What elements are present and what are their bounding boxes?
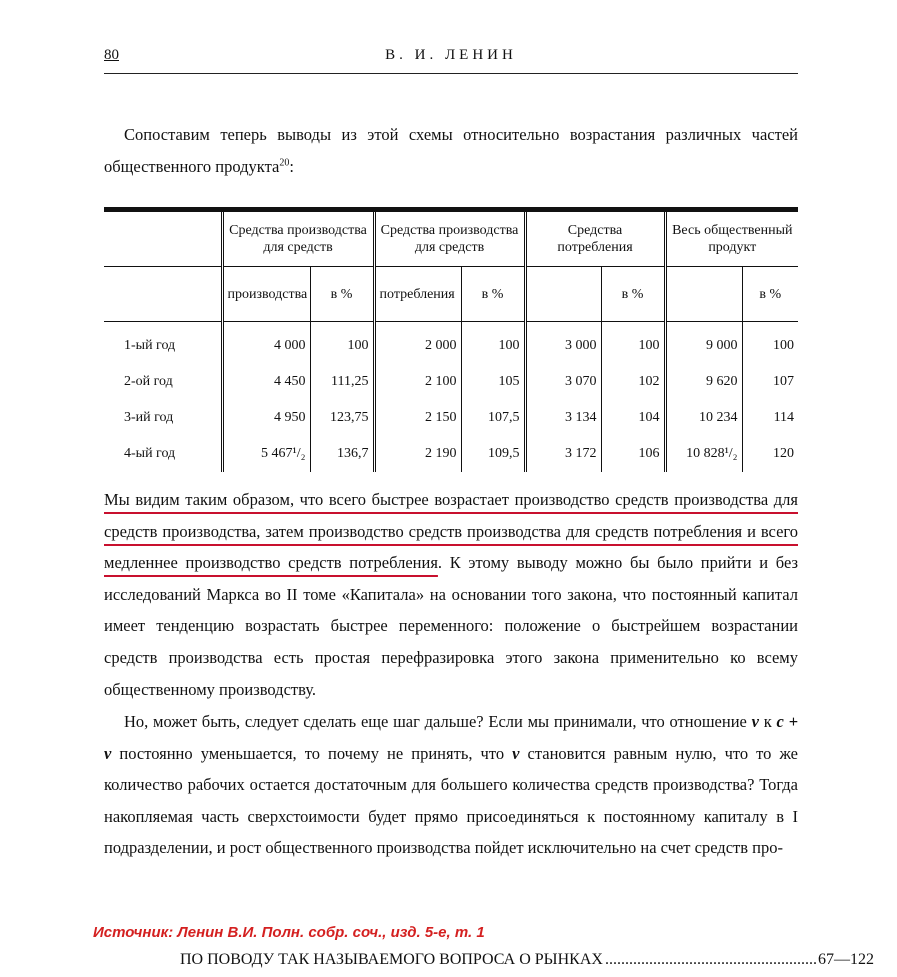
red-underlined-passage: Мы видим таким образом, что всего быстрее возрастает производство средств производства для средств производства, затем производство средств производства для средств потребления и всего медленнее производство средств потребления (104, 490, 798, 573)
table-cell: 107,5 (461, 400, 525, 436)
footnote-ref[interactable]: 20 (279, 157, 290, 169)
intro-tail: : (289, 156, 294, 176)
table-cell: 100 (601, 322, 665, 365)
sub-header (665, 267, 742, 322)
table-cell: 136,7 (310, 436, 374, 472)
running-title: В. И. ЛЕНИН (385, 47, 517, 63)
table-cell: 100 (461, 322, 525, 365)
table-cell: 9 000 (665, 322, 742, 365)
page-header (104, 47, 798, 74)
table-cell: 120 (742, 436, 798, 472)
question-paragraph (104, 706, 798, 864)
intro-paragraph (104, 119, 798, 182)
sub-header: в % (461, 267, 525, 322)
table-sub-header-row (104, 267, 798, 322)
table-cell: 9 620 (665, 364, 742, 400)
source-citation: Источник: Ленин В.И. Полн. собр. соч., изд. 5-е, т. 1 (93, 924, 485, 941)
question-text-2: к (758, 712, 777, 731)
header-empty (104, 267, 222, 322)
sub-header: потребления (374, 267, 461, 322)
var-v: v (751, 712, 759, 731)
toc-title[interactable]: ПО ПОВОДУ ТАК НАЗЫВАЕМОГО ВОПРОСА О РЫНКАХ (180, 951, 603, 968)
toc-entry[interactable] (180, 951, 874, 969)
table-cell: 106 (601, 436, 665, 472)
table-cell: 111,25 (310, 364, 374, 400)
var-v: v (512, 743, 520, 763)
intro-text: Сопоставим теперь выводы из этой схемы относительно возрастания различных частей общественного продукта (104, 125, 798, 176)
table-cell: 4 450 (222, 364, 310, 400)
sub-header: в % (742, 267, 798, 322)
group-header-1: Средства производства для средств (222, 210, 374, 267)
table-cell: 109,5 (461, 436, 525, 472)
sub-header: производства (222, 267, 310, 322)
table-cell: 2 000 (374, 322, 461, 365)
sub-header (525, 267, 601, 322)
question-text-1: Но, может быть, следует сделать еще шаг дальше? Если мы принимали, что отношение (124, 712, 752, 731)
table-cell: 102 (601, 364, 665, 400)
table-cell: 107 (742, 364, 798, 400)
row-label: 1-ый год (124, 338, 176, 353)
row-label: 4-ый год (124, 446, 176, 461)
sub-header: в % (601, 267, 665, 322)
table-cell: 5 467¹/₂ (222, 436, 310, 472)
conclusion-rest: . К этому выводу можно бы было прийти и без исследований Маркса во II томе «Капитала» на основании того закона, что постоянный капитал имеет тенденцию возрастать быстрее переменного: положение о быстрейшем возрастании средств производства есть простая перефразировка этого закона применительно ко всему общественному производству. (104, 553, 798, 699)
sub-header: в % (310, 267, 374, 322)
toc-leader-dots (605, 951, 816, 969)
table-cell: 100 (310, 322, 374, 365)
table-cell: 100 (742, 322, 798, 365)
table-cell: 3 134 (525, 400, 601, 436)
page-number: 80 (104, 47, 119, 63)
group-header-3: Средства потребления (525, 210, 665, 267)
table-row (104, 400, 798, 436)
toc-pages: 67—122 (818, 951, 874, 968)
table-cell: 123,75 (310, 400, 374, 436)
table-row (104, 322, 798, 365)
table-cell: 3 070 (525, 364, 601, 400)
group-header-4: Весь общественный продукт (665, 210, 798, 267)
table-cell: 3 000 (525, 322, 601, 365)
question-text-4: становится равным нулю, что то же количество рабочих остается достаточным для большего количества средств производства? Тогда накопляемая часть сверхстоимости будет прямо присоединяться к постоянному капиталу в I подразделении, и рост общественного производства пойдет исключительно на счет средств про- (104, 743, 798, 858)
table-cell: 4 950 (222, 400, 310, 436)
table-cell: 104 (601, 400, 665, 436)
conclusion-paragraph (104, 484, 798, 705)
row-label: 2-ой год (124, 374, 173, 389)
question-text-3: постоянно уменьшается, то почему не принять, что (111, 743, 513, 763)
table-cell: 2 190 (374, 436, 461, 472)
table-group-header-row (104, 210, 798, 267)
table-row (104, 364, 798, 400)
table-cell: 3 172 (525, 436, 601, 472)
group-header-2: Средства производства для средств (374, 210, 525, 267)
table-row (104, 436, 798, 472)
table-cell: 10 828¹/₂ (665, 436, 742, 472)
table-cell: 105 (461, 364, 525, 400)
table-cell: 4 000 (222, 322, 310, 365)
table-cell: 2 150 (374, 400, 461, 436)
table-cell: 114 (742, 400, 798, 436)
header-empty (104, 210, 222, 267)
table-cell: 10 234 (665, 400, 742, 436)
row-label: 3-ий год (124, 410, 174, 425)
growth-table (104, 207, 798, 472)
table-cell: 2 100 (374, 364, 461, 400)
expr-c-plus-v: c + v (104, 712, 798, 763)
